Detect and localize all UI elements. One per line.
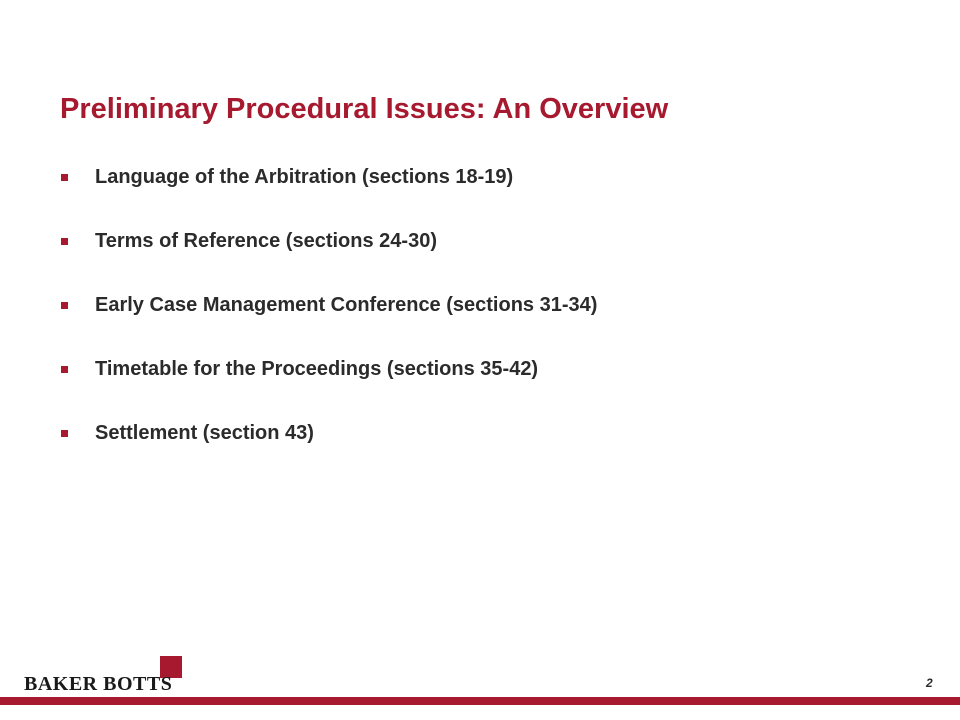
- bullet-text: Terms of Reference (sections 24-30): [95, 229, 437, 252]
- square-bullet-icon: [61, 430, 68, 437]
- bullet-item: [60, 222, 597, 260]
- page-number: 2: [926, 676, 933, 690]
- bullet-item: [60, 286, 597, 324]
- bullet-text: Timetable for the Proceedings (sections 35-42): [95, 357, 539, 380]
- bullet-item: [60, 158, 597, 196]
- bullet-item: [60, 414, 597, 452]
- bullet-text: Settlement (section 43): [95, 421, 314, 444]
- square-bullet-icon: [61, 366, 68, 373]
- bullet-text: Language of the Arbitration (sections 18-19): [95, 165, 514, 188]
- company-logo: BAKER BOTTS: [24, 673, 173, 695]
- bullet-item: [60, 350, 597, 388]
- bullet-list: [60, 158, 597, 478]
- square-bullet-icon: [61, 174, 68, 181]
- square-bullet-icon: [61, 238, 68, 245]
- footer-bar: [0, 697, 960, 705]
- square-bullet-icon: [61, 302, 68, 309]
- bullet-text: Early Case Management Conference (sections 31-34): [95, 293, 598, 316]
- slide-title: Preliminary Procedural Issues: An Overview: [60, 93, 669, 125]
